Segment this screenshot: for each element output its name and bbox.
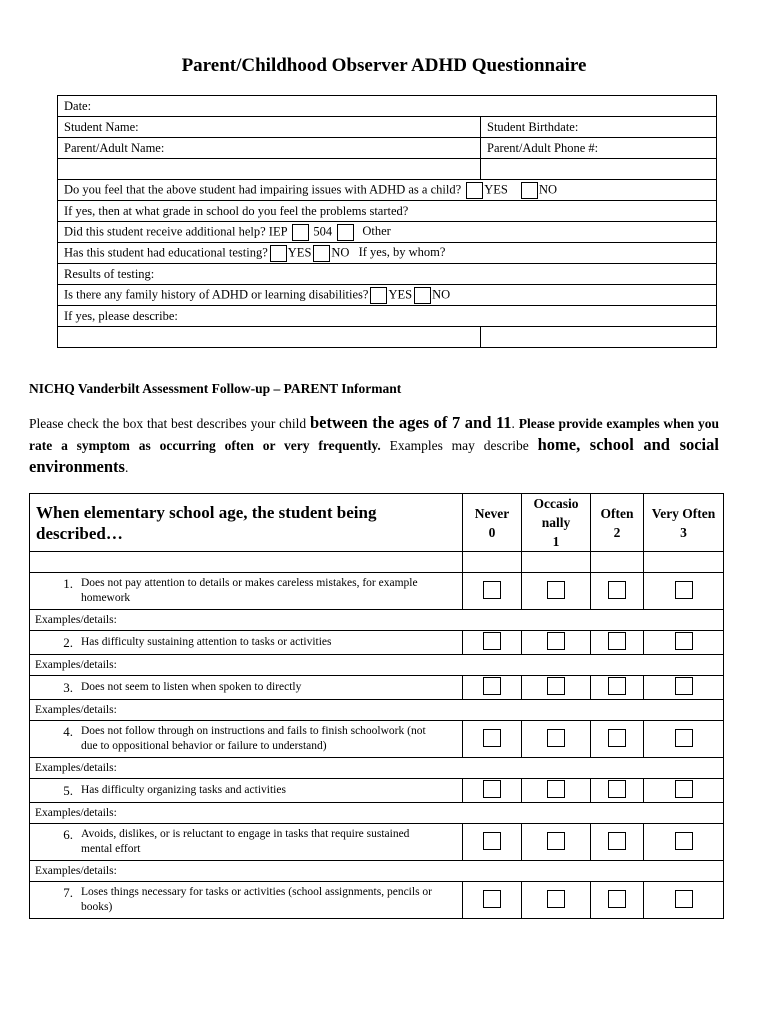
rating-cell-occasionally <box>522 779 591 803</box>
examples-details-field[interactable]: Examples/details: <box>30 861 724 882</box>
rating-checkbox-never[interactable] <box>483 890 501 908</box>
rating-cell-very-often <box>644 824 724 861</box>
rating-cell-never <box>463 676 522 700</box>
column-label: Often <box>600 505 634 521</box>
rating-checkbox-occasionally[interactable] <box>547 890 565 908</box>
column-value: 1 <box>552 534 560 549</box>
additional-help-question: Did this student receive additional help? IEP <box>64 223 288 238</box>
grade-started-field[interactable]: If yes, then at what grade in school do you feel the problems started? <box>58 201 717 222</box>
yes-label: YES <box>388 286 413 301</box>
rating-checkbox-often[interactable] <box>608 729 626 747</box>
blank-field-left[interactable] <box>58 159 481 180</box>
spacer-cell <box>463 552 522 573</box>
rating-cell-very-often <box>644 631 724 655</box>
rating-checkbox-often[interactable] <box>608 632 626 650</box>
examples-row <box>30 861 724 882</box>
question-row <box>30 779 724 803</box>
question-number: 1. <box>63 576 73 591</box>
rating-checkbox-very-often[interactable] <box>675 677 693 695</box>
examples-details-field[interactable]: Examples/details: <box>30 758 724 779</box>
rating-cell-often <box>591 573 644 610</box>
rating-cell-never <box>463 573 522 610</box>
rating-cell-often <box>591 882 644 919</box>
impairing-no-checkbox[interactable] <box>521 182 538 199</box>
spacer-cell <box>30 552 463 573</box>
question-cell <box>30 721 463 758</box>
rating-checkbox-often[interactable] <box>608 890 626 908</box>
question-cell <box>30 631 463 655</box>
rating-cell-often <box>591 676 644 700</box>
rating-cell-never <box>463 721 522 758</box>
parent-phone-field[interactable]: Parent/Adult Phone #: <box>481 138 717 159</box>
rating-checkbox-never[interactable] <box>483 677 501 695</box>
question-cell <box>30 676 463 700</box>
rating-cell-often <box>591 779 644 803</box>
student-info-form <box>57 95 717 348</box>
rating-cell-never <box>463 631 522 655</box>
no-label: NO <box>539 181 558 196</box>
examples-details-field[interactable]: Examples/details: <box>30 655 724 676</box>
question-row <box>30 631 724 655</box>
rating-checkbox-occasionally[interactable] <box>547 581 565 599</box>
testing-yes-checkbox[interactable] <box>270 245 287 262</box>
question-row <box>30 721 724 758</box>
instructions <box>29 412 719 478</box>
question-row <box>30 573 724 610</box>
yes-label: YES <box>484 181 508 196</box>
question-number: 4. <box>63 724 73 739</box>
family-no-checkbox[interactable] <box>414 287 431 304</box>
column-value: 3 <box>680 524 687 540</box>
question-text: Loses things necessary for tasks or activities (school assignments, pencils or books) <box>81 886 432 913</box>
column-value: 2 <box>613 524 621 540</box>
rating-table <box>29 493 724 919</box>
504-label: 504 <box>313 223 333 238</box>
column-label: Occasio nally <box>533 496 579 530</box>
column-very-often <box>644 494 724 552</box>
educational-testing-row <box>58 243 717 264</box>
rating-checkbox-occasionally[interactable] <box>547 832 565 850</box>
column-occasionally <box>522 494 591 552</box>
rating-cell-often <box>591 631 644 655</box>
rating-checkbox-never[interactable] <box>483 729 501 747</box>
rating-checkbox-often[interactable] <box>608 581 626 599</box>
blank-field-right[interactable] <box>481 159 717 180</box>
question-text: Does not follow through on instructions and fails to finish schoolwork (not due to oppositional behavior or failure to understand) <box>81 725 426 752</box>
no-label: NO <box>432 286 451 301</box>
blank-describe-left[interactable] <box>58 327 481 348</box>
examples-details-field[interactable]: Examples/details: <box>30 803 724 824</box>
question-cell <box>30 882 463 919</box>
rating-checkbox-often[interactable] <box>608 677 626 695</box>
question-text: Does not pay attention to details or makes careless mistakes, for example homework <box>81 577 418 604</box>
rating-checkbox-occasionally[interactable] <box>547 729 565 747</box>
rating-checkbox-never[interactable] <box>483 832 501 850</box>
rating-cell-very-often <box>644 721 724 758</box>
educational-testing-question: Has this student had educational testing? <box>64 244 268 259</box>
question-cell <box>30 573 463 610</box>
section-title: NICHQ Vanderbilt Assessment Follow-up – PARENT Informant <box>29 381 402 396</box>
page-title: Parent/Childhood Observer ADHD Questionnaire <box>181 55 587 76</box>
rating-checkbox-very-often[interactable] <box>675 729 693 747</box>
examples-row <box>30 700 724 721</box>
instructions-part: Examples may describe <box>380 438 538 453</box>
impairing-yes-checkbox[interactable] <box>466 182 483 199</box>
rating-checkbox-never[interactable] <box>483 780 501 798</box>
family-yes-checkbox[interactable] <box>370 287 387 304</box>
spacer-cell <box>591 552 644 573</box>
additional-help-row <box>58 222 717 243</box>
rating-cell-never <box>463 779 522 803</box>
column-never <box>463 494 522 552</box>
examples-emphasis: Please provide examples when you rate a symptom as occurring often or very frequently. <box>29 416 720 453</box>
impairing-issues-row <box>58 180 717 201</box>
question-text: Does not seem to listen when spoken to directly <box>81 680 302 693</box>
rating-cell-never <box>463 824 522 861</box>
other-label: Other <box>362 223 391 238</box>
examples-details-field[interactable]: Examples/details: <box>30 610 724 631</box>
rating-table-body <box>30 552 724 919</box>
no-label: NO <box>331 244 350 259</box>
student-name-field[interactable]: Student Name: <box>58 117 481 138</box>
question-number: 5. <box>63 782 73 798</box>
student-birthdate-field[interactable]: Student Birthdate: <box>481 117 717 138</box>
question-number: 2. <box>63 634 73 650</box>
rating-cell-occasionally <box>522 573 591 610</box>
question-row <box>30 676 724 700</box>
rating-checkbox-never[interactable] <box>483 632 501 650</box>
question-text: Has difficulty organizing tasks and activities <box>81 783 286 796</box>
rating-cell-often <box>591 721 644 758</box>
rating-checkbox-very-often[interactable] <box>675 780 693 798</box>
rating-checkbox-very-often[interactable] <box>675 581 693 599</box>
rating-cell-never <box>463 882 522 919</box>
rating-cell-very-often <box>644 573 724 610</box>
spacer-cell <box>644 552 724 573</box>
question-number: 7. <box>63 885 73 900</box>
family-history-question: Is there any family history of ADHD or learning disabilities? <box>64 286 369 301</box>
rating-cell-very-often <box>644 882 724 919</box>
age-range-emphasis: between the ages of 7 and 11 <box>310 413 512 432</box>
rating-cell-often <box>591 824 644 861</box>
describe-field[interactable]: If yes, please describe: <box>58 306 717 327</box>
impairing-issues-question: Do you feel that the above student had impairing issues with ADHD as a child? <box>64 181 462 196</box>
by-whom-label: If yes, by whom? <box>358 244 446 259</box>
question-row <box>30 824 724 861</box>
question-row <box>30 882 724 919</box>
examples-row <box>30 610 724 631</box>
family-history-row <box>58 285 717 306</box>
question-text: Has difficulty sustaining attention to tasks or activities <box>81 635 332 648</box>
yes-label: YES <box>287 244 312 259</box>
rating-cell-occasionally <box>522 721 591 758</box>
rating-checkbox-very-often[interactable] <box>675 632 693 650</box>
question-number: 3. <box>63 679 73 695</box>
rating-checkbox-often[interactable] <box>608 780 626 798</box>
iep-checkbox[interactable] <box>292 224 309 241</box>
rating-checkbox-occasionally[interactable] <box>547 677 565 695</box>
504-checkbox[interactable] <box>337 224 354 241</box>
column-label: Very Often <box>651 505 716 521</box>
column-often <box>591 494 644 552</box>
rating-cell-occasionally <box>522 824 591 861</box>
question-text: Avoids, dislikes, or is reluctant to engage in tasks that require sustained mental effort <box>81 828 410 855</box>
date-field[interactable]: Date: <box>58 96 717 117</box>
spacer-row <box>30 552 724 573</box>
rating-cell-occasionally <box>522 676 591 700</box>
rating-checkbox-very-often[interactable] <box>675 890 693 908</box>
rating-cell-occasionally <box>522 631 591 655</box>
spacer-cell <box>522 552 591 573</box>
examples-row <box>30 655 724 676</box>
examples-row <box>30 758 724 779</box>
testing-no-checkbox[interactable] <box>313 245 330 262</box>
column-label: Never <box>474 505 510 521</box>
instructions-part: . <box>511 416 519 431</box>
rating-cell-occasionally <box>522 882 591 919</box>
rating-checkbox-never[interactable] <box>483 581 501 599</box>
question-cell <box>30 779 463 803</box>
blank-describe-right[interactable] <box>481 327 717 348</box>
rating-checkbox-often[interactable] <box>608 832 626 850</box>
rating-checkbox-occasionally[interactable] <box>547 780 565 798</box>
rating-cell-very-often <box>644 779 724 803</box>
rating-checkbox-occasionally[interactable] <box>547 632 565 650</box>
question-number: 6. <box>63 827 73 842</box>
examples-row <box>30 803 724 824</box>
rating-checkbox-very-often[interactable] <box>675 832 693 850</box>
question-cell <box>30 824 463 861</box>
column-value: 0 <box>488 524 496 540</box>
instructions-part: Please check the box that best describes your child <box>29 416 310 431</box>
rating-cell-very-often <box>644 676 724 700</box>
results-of-testing-field[interactable]: Results of testing: <box>58 264 717 285</box>
rating-table-header: When elementary school age, the student being described… <box>30 494 463 552</box>
parent-name-field[interactable]: Parent/Adult Name: <box>58 138 481 159</box>
environments-emphasis: home, school and social environments <box>29 435 719 476</box>
instructions-part: . <box>124 460 129 475</box>
examples-details-field[interactable]: Examples/details: <box>30 700 724 721</box>
